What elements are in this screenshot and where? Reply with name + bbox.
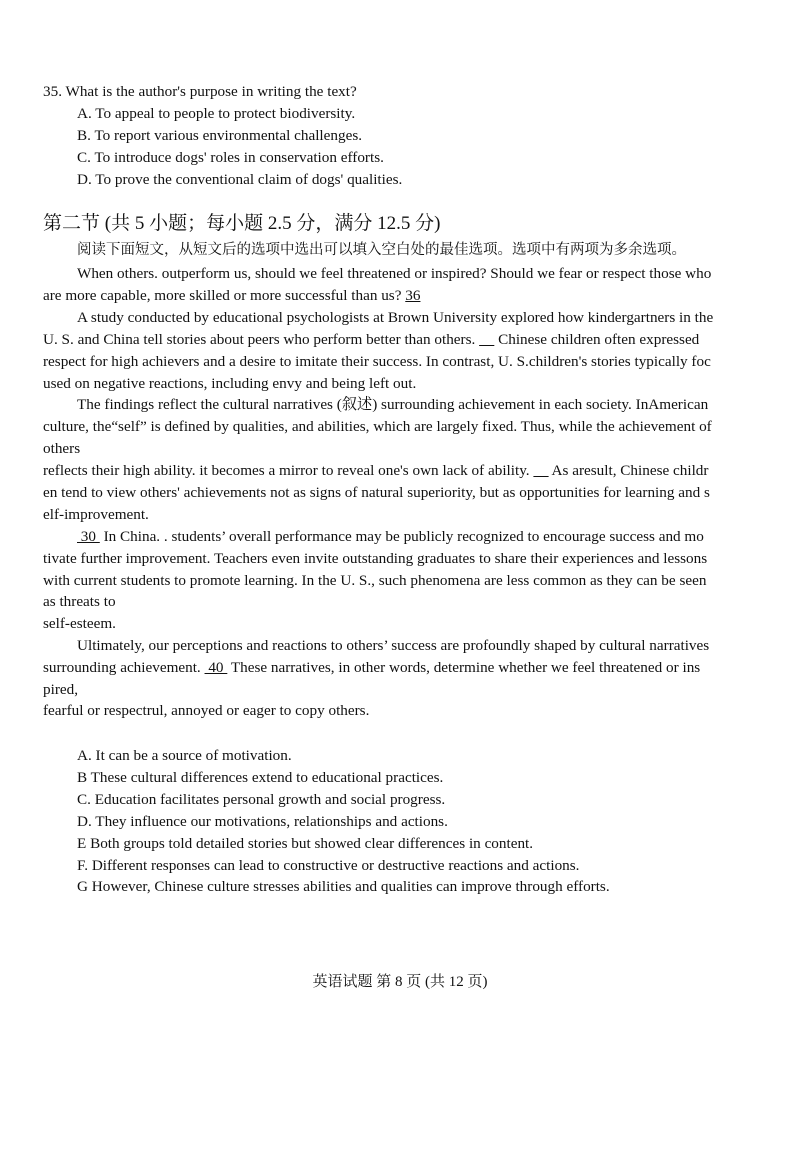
section-instruction: 阅读下面短文，从短文后的选项中选出可以填入空白处的最佳选项。选项中有两项为多余选项。 bbox=[77, 242, 686, 258]
passage-p4-line3: with current students to promote learning. In the U. S., such phenomena are less common as they can be seen bbox=[43, 572, 707, 589]
passage-p3-line2: culture, the“self” is defined by qualities, and abilities, which are largely fixed. Thus, while the achievement of bbox=[43, 418, 712, 435]
option-g: G However, Chinese culture stresses abilities and qualities can improve through efforts. bbox=[77, 878, 610, 895]
passage-p5-line2: surrounding achievement. 40 These narratives, in other words, determine whether we feel threatened or ins bbox=[43, 659, 701, 676]
question-35-option-c: C. To introduce dogs' roles in conservation efforts. bbox=[77, 149, 384, 166]
passage-p2-line1: A study conducted by educational psychologists at Brown University explored how kindergartners in the bbox=[77, 309, 714, 326]
blank-39: 30 bbox=[77, 528, 100, 545]
option-d: D. They influence our motivations, relationships and actions. bbox=[77, 813, 448, 830]
passage-p3-line4: reflects their high ability. it becomes a mirror to reveal one's own lack of ability. As aresult, Chinese childr bbox=[43, 462, 709, 479]
passage-p4-line5: self-esteem. bbox=[43, 615, 116, 632]
passage-p4-line2: tivate further improvement. Teachers even invite outstanding graduates to share their experiences and lessons bbox=[43, 550, 708, 567]
passage-p2-line4: used on negative reactions, including envy and being left out. bbox=[43, 375, 417, 392]
blank-36: 36 bbox=[405, 287, 421, 304]
option-e: E Both groups told detailed stories but showed clear differences in content. bbox=[77, 835, 534, 852]
passage-p2-line3: respect for high achievers and a desire to imitate their success. In contrast, U. S.children's stories typically foc bbox=[43, 353, 711, 370]
passage-p4-line4: as threats to bbox=[43, 593, 116, 610]
question-35-option-b: B. To report various environmental challenges. bbox=[77, 127, 363, 144]
section-heading: 第二节 (共 5 小题；每小题 2.5 分，满分 12.5 分) bbox=[43, 213, 441, 234]
passage-p4-line1: 30 In China. . students’ overall performance may be publicly recognized to encourage success and mo bbox=[77, 528, 704, 545]
question-35-option-a: A. To appeal to people to protect biodiversity. bbox=[77, 105, 356, 122]
question-35-stem: 35. What is the author's purpose in writing the text? bbox=[43, 83, 357, 100]
passage-p5-line1: Ultimately, our perceptions and reactions to others’ success are profoundly shaped by cultural narratives bbox=[77, 637, 710, 654]
passage-p1-line1: When others. outperform us, should we feel threatened or inspired? Should we fear or respect those who bbox=[77, 265, 712, 282]
blank-38 bbox=[533, 462, 548, 479]
passage-p3-line5: en tend to view others' achievements not as signs of natural superiority, but as opportunities for learning and s bbox=[43, 484, 710, 501]
passage-p3-line1: The findings reflect the cultural narratives (叙述) surrounding achievement in each society. InAmerican bbox=[77, 396, 709, 413]
passage-p3-line6: elf-improvement. bbox=[43, 506, 149, 523]
passage-p3-line3: others bbox=[43, 440, 81, 457]
passage-p2-line2: U. S. and China tell stories about peers who perform better than others. Chinese children often expressed bbox=[43, 331, 700, 348]
option-b: B These cultural differences extend to educational practices. bbox=[77, 769, 444, 786]
option-f: F. Different responses can lead to constructive or destructive reactions and actions. bbox=[77, 857, 580, 874]
option-c: C. Education facilitates personal growth and social progress. bbox=[77, 791, 446, 808]
blank-37 bbox=[479, 331, 494, 348]
passage-p5-line4: fearful or respectrul, annoyed or eager to copy others. bbox=[43, 702, 370, 719]
question-35-option-d: D. To prove the conventional claim of dogs' qualities. bbox=[77, 171, 403, 188]
passage-p1-line2: are more capable, more skilled or more successful than us? 36 bbox=[43, 287, 421, 304]
page-footer: 英语试题 第 8 页 (共 12 页) bbox=[312, 974, 488, 990]
blank-40: 40 bbox=[204, 659, 228, 676]
option-a: A. It can be a source of motivation. bbox=[77, 747, 292, 764]
passage-p5-line3: pired, bbox=[43, 681, 79, 698]
